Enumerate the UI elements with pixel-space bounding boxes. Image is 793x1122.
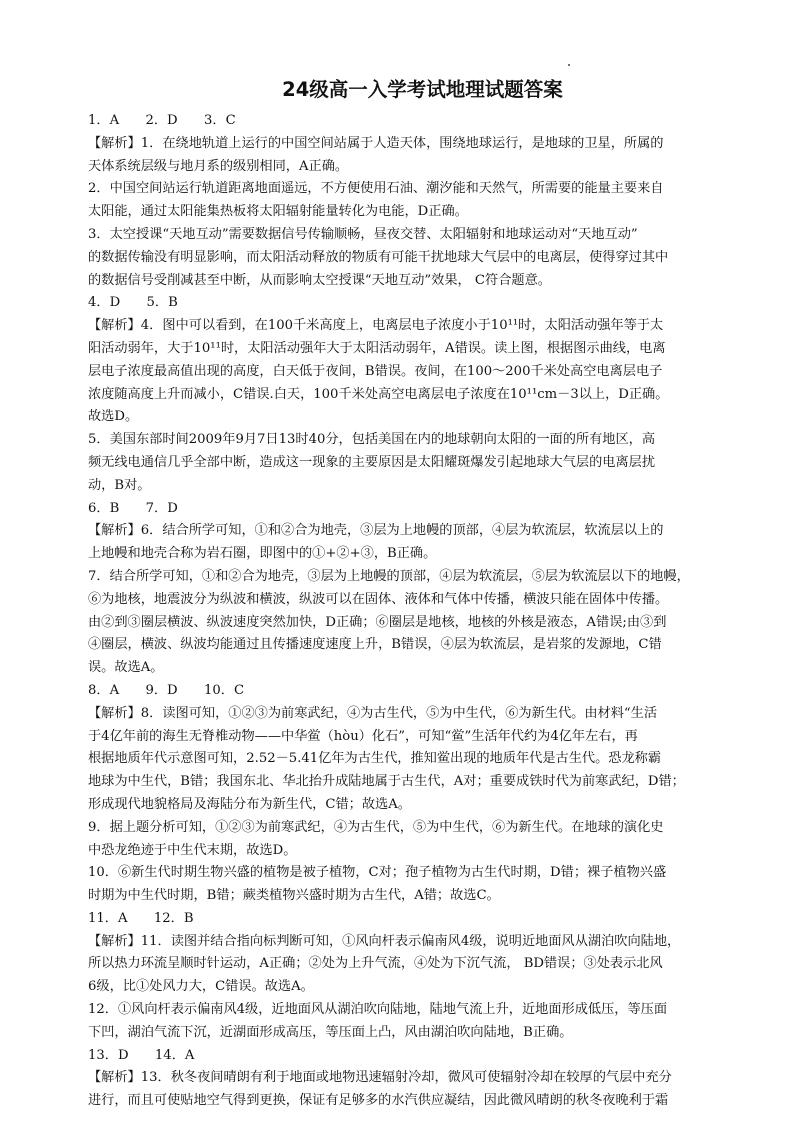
- text-line: 8．A 9．D 10．C: [88, 682, 245, 698]
- text-line: 的数据信号受削减甚至中断，从而影响太空授课“天地互动”效果， C符合题意。: [88, 272, 551, 288]
- text-line: 10．⑥新生代时期生物兴盛的植物是被子植物，C对；孢子植物为古生代时期，D错；裸子植物兴盛: [88, 865, 667, 881]
- text-line: 于4亿年前的海生无脊椎动物——中华鲎（hòu）化石”，可知“鲎”生活年代约为4亿年左右，再: [88, 728, 638, 744]
- text-line: 【解析】1．在绕地轨道上运行的中国空间站属于人造天体，围绕地球运行，是地球的卫星，所属的: [88, 135, 664, 151]
- text-line: 4．D 5．B: [88, 295, 178, 311]
- text-line: 【解析】11．读图并结合指向标判断可知，①风向杆表示偏南风4级，说明近地面风从湖泊吹向陆地，: [88, 933, 681, 949]
- text-line: 6．B 7．D: [88, 500, 178, 516]
- scan-dot: [568, 64, 570, 66]
- text-line: 1．A 2．D 3．C: [88, 113, 236, 128]
- text-line: 层电子浓度最高值出现的高度，白天低于夜间，B错误。夜间，在100～200千米处高空电离层电子: [88, 363, 663, 379]
- text-line: 【解析】8．读图可知，①②③为前寒武纪，④为古生代，⑤为中生代，⑥为新生代。由材料“生活: [88, 705, 658, 721]
- text-line: ⑥为地核，地震波分为纵波和横波，纵波可以在固体、液体和气体中传播，横波只能在固体中传播。: [88, 591, 669, 607]
- text-line: 12．①风向杆表示偏南风4级，近地面风从湖泊吹向陆地，陆地气流上升，近地面形成低压，等压面: [88, 1002, 668, 1018]
- text-line: 5．美国东部时间2009年9月7日13时40分，包括美国在内的地球朝向太阳的一面的所有地区，高: [88, 432, 656, 448]
- text-line: 由②到③圈层横波、纵波速度突然加快，D正确；⑥圈层是地核，地核的外核是液态，A错误;由③到: [88, 614, 667, 630]
- text-line: 7．结合所学可知，①和②合为地壳，③层为上地幔的顶部，④层为软流层，⑤层为软流层以下的地幔，: [88, 568, 690, 584]
- text-line: 所以热力环流呈顺时针运动，A正确；②处为上升气流，④处为下沉气流， BD错误；③处表示北风: [88, 956, 663, 972]
- page-title: 24级高一入学考试地理试题答案: [282, 78, 563, 101]
- text-line: 频无线电通信几乎全部中断，造成这一现象的主要原因是太阳耀斑爆发引起地球大气层的电离层扰: [88, 454, 656, 470]
- text-line: 时期为中生代时期，B错；蕨类植物兴盛时期为古生代，A错；故选C。: [88, 888, 500, 904]
- text-line: 阳活动弱年，大于10¹¹时，太阳活动强年大于太阳活动弱年，A错误。读上图，根据图示曲线，电离: [88, 340, 666, 356]
- text-line: 故选D。: [88, 409, 139, 425]
- text-line: 下凹，湖泊气流下沉，近湖面形成高压，等压面上凸，风由湖泊吹向陆地，B正确。: [88, 1024, 573, 1040]
- text-line: 6级，比①处风力大，C错误。故选A。: [88, 979, 314, 995]
- text-line: 2．中国空间站运行轨道距离地面遥远，不方便使用石油、潮汐能和天然气，所需要的能量主要来自: [88, 181, 664, 197]
- text-line: 误。故选A。: [88, 660, 164, 676]
- text-line: 动，B对。: [88, 477, 151, 493]
- text-line: 【解析】6．结合所学可知，①和②合为地壳，③层为上地幔的顶部，④层为软流层，软流层以上的: [88, 523, 664, 539]
- text-line: 地球为中生代，B错；我国东北、华北抬升成陆地属于古生代，A对；重要成铁时代为前寒武纪，D错；: [88, 774, 685, 790]
- text-line: 太阳能，通过太阳能集热板将太阳辐射能量转化为电能，D正确。: [88, 204, 468, 220]
- text-line: 9．据上题分析可知，①②③为前寒武纪，④为古生代，⑤为中生代，⑥为新生代。在地球的演化史: [88, 819, 664, 835]
- text-line: 天体系统层级与地月系的级别相同，A正确。: [88, 158, 349, 174]
- text-line: ④圈层，横波、纵波均能通过且传播速度速度上升，B错误，④层为软流层，是岩浆的发源地，C错: [88, 637, 662, 653]
- text-line: 【解析】13．秋冬夜间晴朗有利于地面或地物迅速辐射冷却，微风可使辐射冷却在较厚的气层中充分: [88, 1070, 672, 1086]
- text-line: 浓度随高度上升而减小，C错误.白天，100千米处高空电离层电子浓度在10¹¹cm－3以上，D正确。: [88, 386, 669, 402]
- answer-body: [88, 110, 717, 1113]
- text-line: 形成现代地貌格局及海陆分布为新生代，C错；故选A。: [88, 796, 411, 812]
- text-line: 【解析】4．图中可以看到，在100千米高度上，电离层电子浓度小于10¹¹时，太阳活动强年等于太: [88, 318, 664, 334]
- text-line: 11．A 12．B: [88, 910, 194, 926]
- text-line: 上地幔和地壳合称为岩石圈，即图中的①+②+③，B正确。: [88, 546, 437, 562]
- text-line: 根据地质年代示意图可知，2.52－5.41亿年为古生代，推知鲎出现的地质年代是古生代。恐龙称霸: [88, 751, 662, 767]
- text-line: 3．太空授课“天地互动”需要数据信号传输顺畅，昼夜交替、太阳辐射和地球运动对“天地互动”: [88, 226, 638, 242]
- text-line: 13．D 14．A: [88, 1047, 195, 1063]
- text-line: 中恐龙绝迹于中生代末期，故选D。: [88, 842, 297, 858]
- text-line: 进行，而且可使贴地空气得到更换，保证有足够多的水汽供应凝结，因此微风晴朗的秋冬夜晚利于霜: [88, 1093, 669, 1109]
- text-line: 的数据传输没有明显影响，而太阳活动释放的物质有可能干扰地球大气层中的电离层，使得穿过其中: [88, 249, 669, 265]
